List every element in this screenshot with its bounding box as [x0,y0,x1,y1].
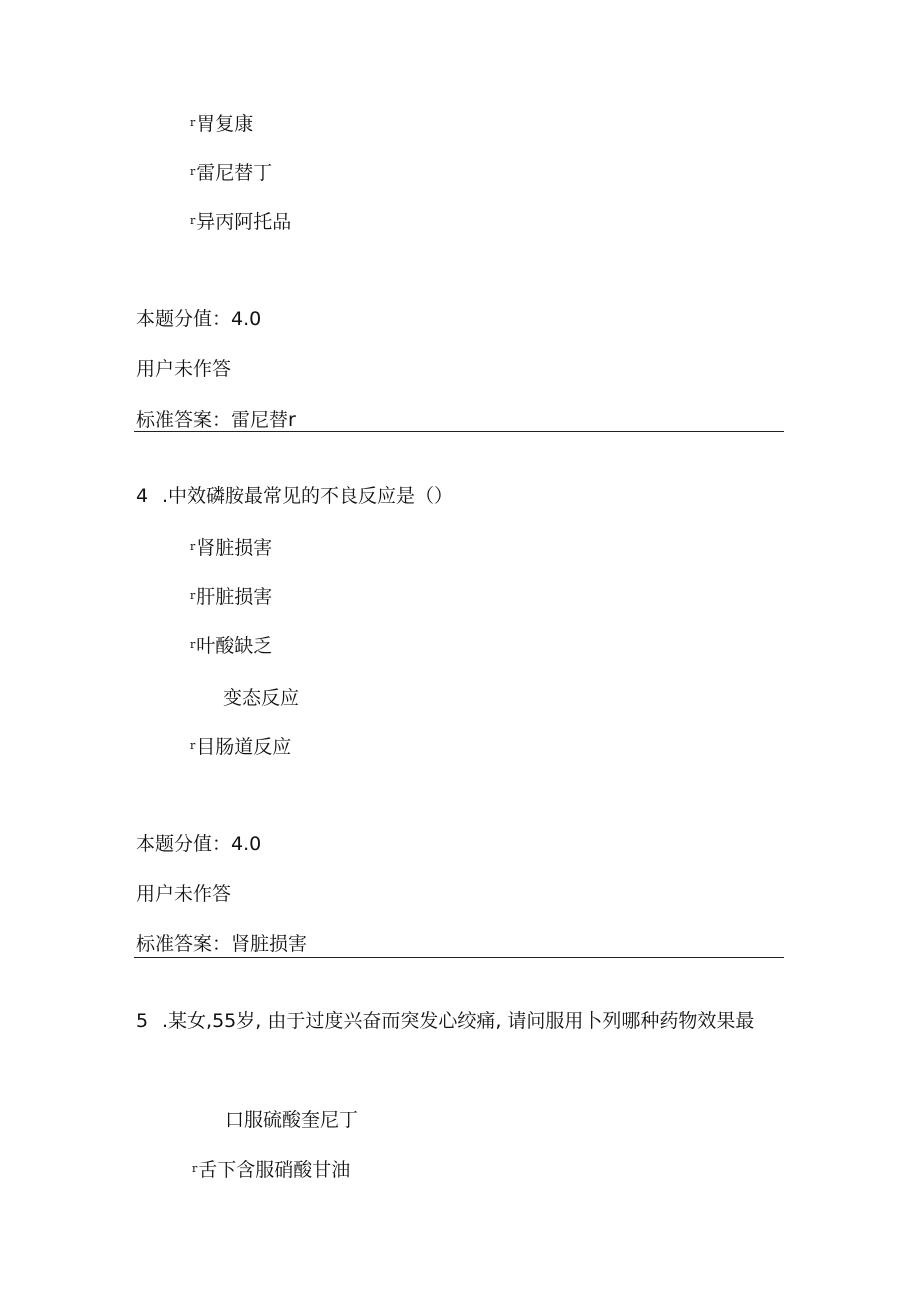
q4-standard-answer [136,932,307,956]
q4-option-d[interactable] [223,686,299,710]
radio-icon: r [190,214,196,227]
radio-icon: r [192,1162,198,1175]
option-label: 叶酸缺乏 [196,635,273,657]
question-text: .中效磷胺最常见的不良反应是（） [162,485,454,507]
radio-icon: r [190,739,196,752]
q4-divider [134,957,784,958]
radio-icon: r [190,116,196,129]
q4-option-b[interactable] [190,585,272,609]
option-label: 雷尼替丁 [196,162,273,184]
option-label: 胃复康 [196,113,254,135]
answer-label: 标准答案： [136,933,232,955]
q5-option-a[interactable] [225,1108,358,1132]
option-label: 变态反应 [223,687,300,709]
q5-question [136,1009,754,1033]
option-label: 肾脏损害 [196,537,273,559]
q4-option-a[interactable] [190,536,272,560]
q4-question [136,484,453,508]
radio-icon: r [190,540,196,553]
q4-option-c[interactable] [190,634,272,658]
question-text: .某女,55岁, 由于过度兴奋而突发心绞痛, 请问服用卜列哪种药物效果最 [162,1010,755,1032]
q3-score: 本题分值：4.0 [136,308,262,330]
q3-divider [134,431,784,432]
q4-user-status: 用户未作答 [136,883,232,905]
q3-option-c[interactable] [190,210,291,234]
q3-option-a[interactable] [190,112,253,136]
answer-value: 肾脏损害 [231,933,308,955]
option-label: 肝脏损害 [196,586,273,608]
answer-value: 雷尼替r [231,409,296,431]
option-label: 目肠道反应 [196,736,292,758]
question-number: 5 [136,1010,149,1032]
radio-icon: r [190,638,196,651]
q4-option-e[interactable] [190,735,291,759]
option-label: 口服硫酸奎尼丁 [225,1109,359,1131]
answer-label: 标准答案： [136,409,232,431]
q4-score: 本题分值：4.0 [136,833,262,855]
option-label: 舌下含服硝酸甘油 [198,1159,351,1181]
question-number: 4 [136,485,149,507]
q3-standard-answer [136,408,296,432]
option-label: 异丙阿托品 [196,211,292,233]
q3-option-b[interactable] [190,161,272,185]
radio-icon: r [190,165,196,178]
radio-icon: r [190,589,196,602]
q3-user-status: 用户未作答 [136,358,232,380]
q5-option-b[interactable] [192,1158,350,1182]
